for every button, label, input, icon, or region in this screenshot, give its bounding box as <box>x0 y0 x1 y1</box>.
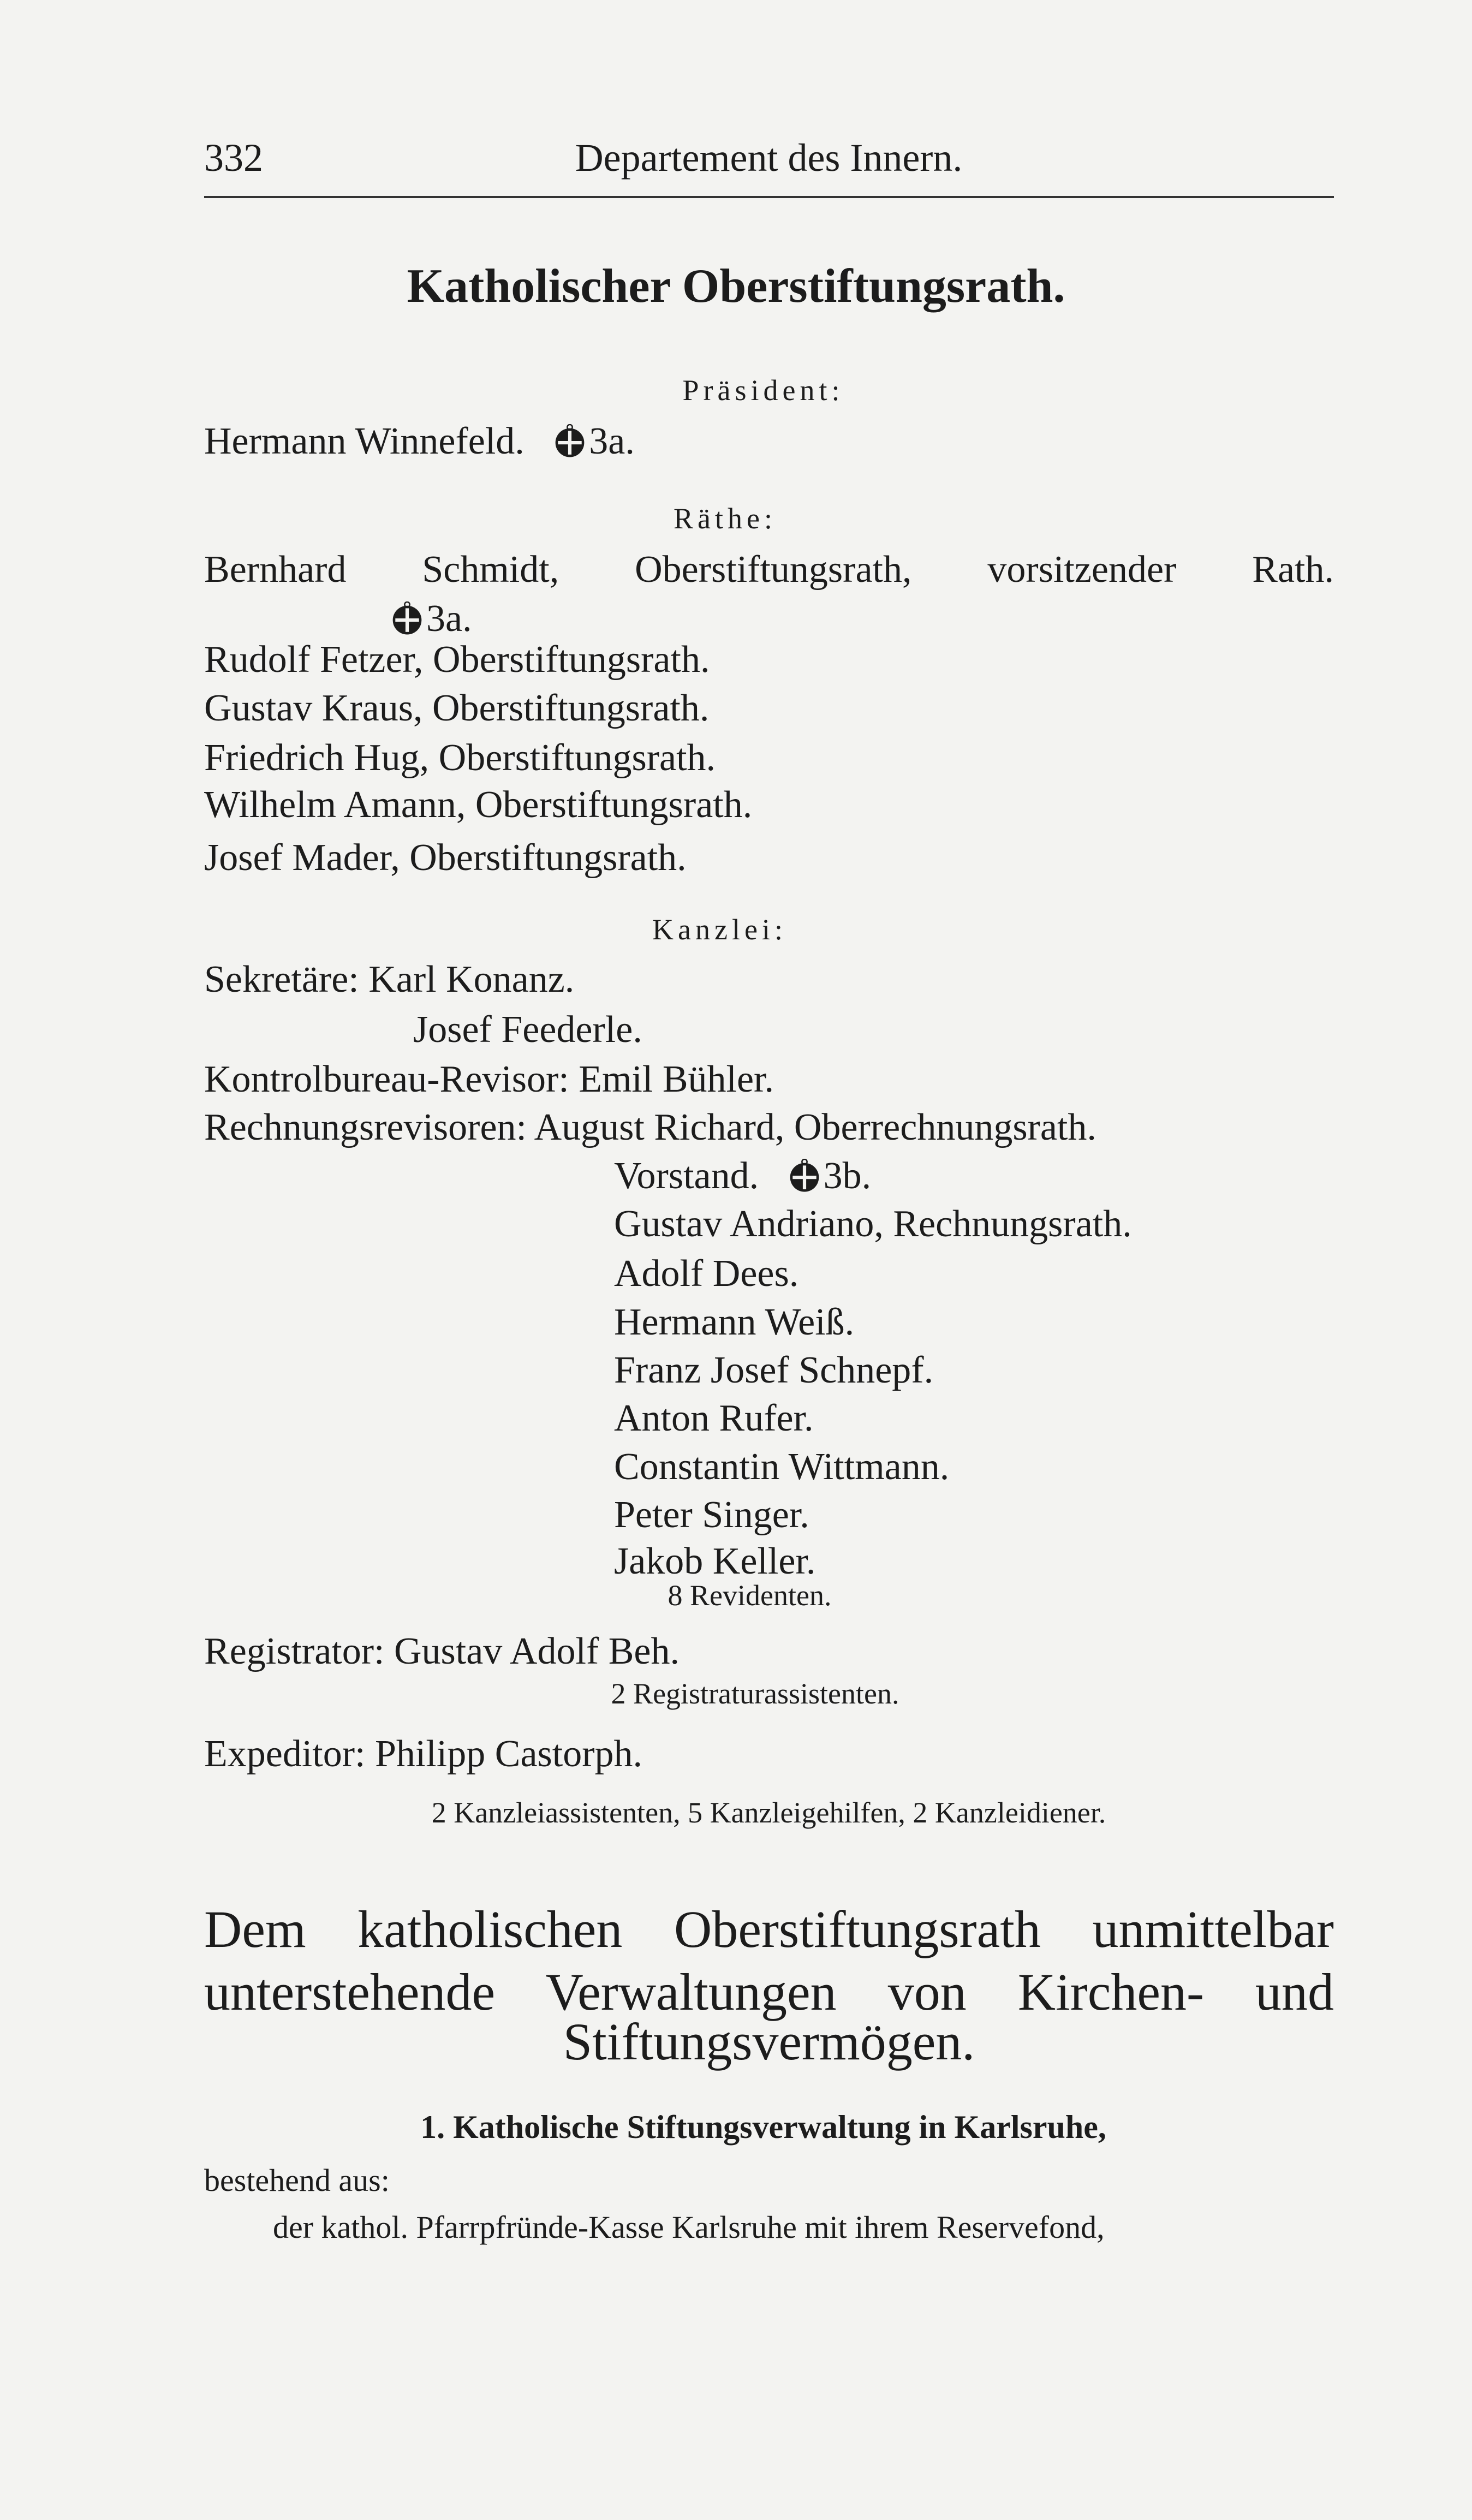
auditor-line: Constantin Wittmann. <box>614 1446 950 1488</box>
section-intro: bestehend aus: <box>204 2162 390 2198</box>
expeditor-note: 2 Kanzleiassistenten, 5 Kanzleigehilfen, 2 Kanzleidiener. <box>431 1796 1106 1829</box>
control-office-line: Kontrolbureau-Revisor: Emil Bühler. <box>204 1058 774 1100</box>
secretary-line: Josef Feederle. <box>413 1009 642 1051</box>
order-cross-icon <box>390 601 424 635</box>
chair-label: Vorstand. <box>614 1155 759 1197</box>
auditor-line: Jakob Keller. <box>614 1540 816 1582</box>
page-number: 332 <box>204 136 263 180</box>
councillor-line: Josef Mader, Oberstiftungsrath. <box>204 837 687 879</box>
running-title: Departement des Innern. <box>575 136 963 180</box>
president-line <box>204 418 635 466</box>
header-rule <box>204 196 1334 198</box>
councillor-line: Friedrich Hug, Oberstiftungsrath. <box>204 737 716 779</box>
chair-line <box>614 1152 871 1200</box>
section-heading-line: Stiftungsvermögen. <box>563 2012 975 2071</box>
councillor-line: Rudolf Fetzer, Oberstiftungsrath. <box>204 639 710 681</box>
councillor-line: Bernhard Schmidt, Oberstiftungsrath, vorsitzender Rath. <box>204 549 1334 591</box>
chancery-heading: Kanzlei: <box>652 913 787 946</box>
president-heading: Präsident: <box>682 374 844 407</box>
auditors-line: Rechnungsrevisoren: August Richard, Oberrechnungsrath. <box>204 1106 1096 1148</box>
section-heading-line: Dem katholischen Oberstiftungsrath unmittelbar <box>204 1900 1334 1958</box>
secretaries-line: Sekretäre: Karl Konanz. <box>204 958 575 1000</box>
order-class: 3a. <box>426 598 472 640</box>
councillor-line: Gustav Kraus, Oberstiftungsrath. <box>204 687 710 729</box>
president-name: Hermann Winnefeld. <box>204 420 525 462</box>
section-subheading: 1. Katholische Stiftungsverwaltung in Karlsruhe, <box>420 2109 1106 2145</box>
order-cross-icon <box>553 424 587 458</box>
expeditor-line: Expeditor: Philipp Castorph. <box>204 1733 643 1775</box>
president-order: 3a. <box>589 420 635 462</box>
auditor-line: Franz Josef Schnepf. <box>614 1349 934 1391</box>
auditors-note: 8 Revidenten. <box>668 1579 832 1612</box>
auditor-line: Hermann Weiß. <box>614 1301 855 1343</box>
councillors-heading: Räthe: <box>674 502 777 535</box>
registrar-line: Registrator: Gustav Adolf Beh. <box>204 1630 680 1672</box>
auditor-line: Anton Rufer. <box>614 1397 814 1439</box>
page-title: Katholischer Oberstiftungsrath. <box>407 260 1065 313</box>
councillor-line: Wilhelm Amann, Oberstiftungsrath. <box>204 784 753 826</box>
order-cross-icon <box>788 1159 821 1193</box>
section-heading-line: unterstehende Verwaltungen von Kirchen- und <box>204 1963 1334 2021</box>
auditor-line: Gustav Andriano, Rechnungsrath. <box>614 1203 1132 1245</box>
chair-order: 3b. <box>823 1155 872 1197</box>
auditor-line: Peter Singer. <box>614 1494 809 1536</box>
auditor-line: Adolf Dees. <box>614 1253 799 1295</box>
section-item: der kathol. Pfarrpfründe-Kasse Karlsruhe mit ihrem Reservefond, <box>273 2209 1105 2245</box>
registrar-note: 2 Registraturassistenten. <box>611 1677 899 1710</box>
